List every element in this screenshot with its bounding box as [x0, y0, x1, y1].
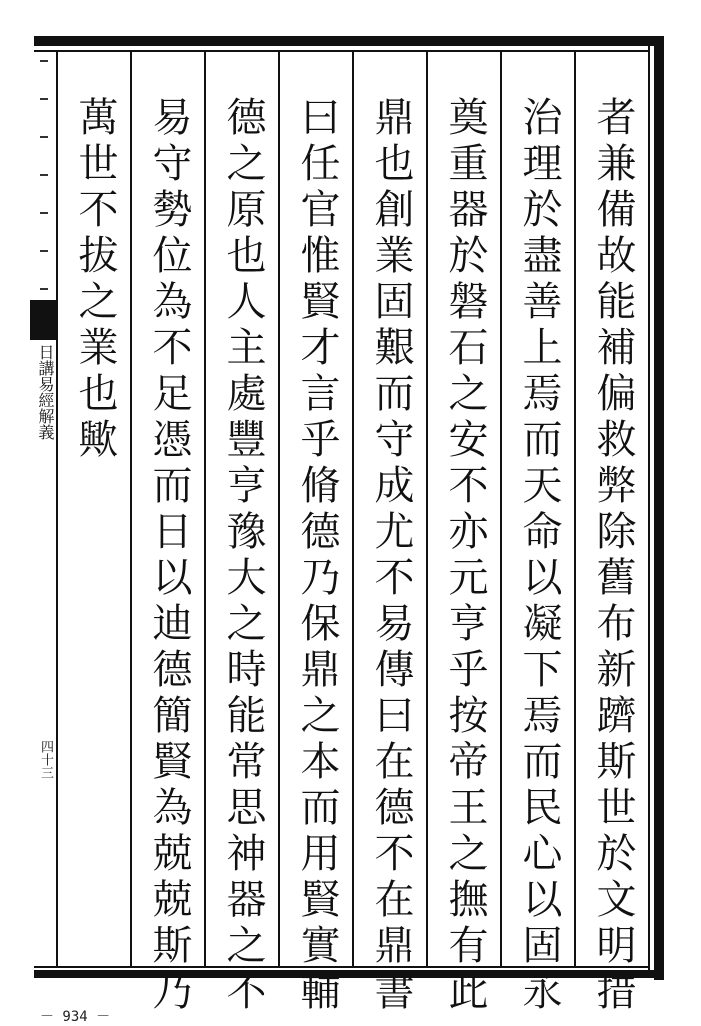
column-text-1: 者兼備故能補偏救弊除舊布新躋斯世於文明措 [590, 96, 636, 1016]
column-text-5: 曰任官惟賢才言乎脩德乃保鼎之本而用賢實輔 [294, 96, 340, 1016]
column-text-4: 鼎也創業固艱而守成尤不易傳曰在德不在鼎書 [368, 96, 414, 1016]
margin-page-number: 四十三 [38, 740, 53, 779]
frame-top-border [34, 36, 664, 46]
fishtail-mark [30, 300, 56, 340]
column-text-2: 治理於盡善上焉而天命以凝下焉而民心以固永 [516, 96, 562, 1016]
column-text-6: 德之原也人主處豐亨豫大之時能常思神器之不 [220, 96, 266, 1016]
column-text-3: 奠重器於磐石之安不亦元亨乎按帝王之撫有此 [442, 96, 488, 1016]
margin-book-title: 日講易經解義 [36, 344, 55, 440]
column-text-7: 易守勢位為不足憑而日以迪德簡賢為兢兢斯乃 [146, 96, 192, 1016]
margin-edge-marks [34, 60, 54, 290]
frame-right-border [654, 36, 664, 980]
column-text-8: 萬世不拔之業也歟 [72, 96, 118, 464]
folio-number: － 934 － [40, 1009, 111, 1025]
